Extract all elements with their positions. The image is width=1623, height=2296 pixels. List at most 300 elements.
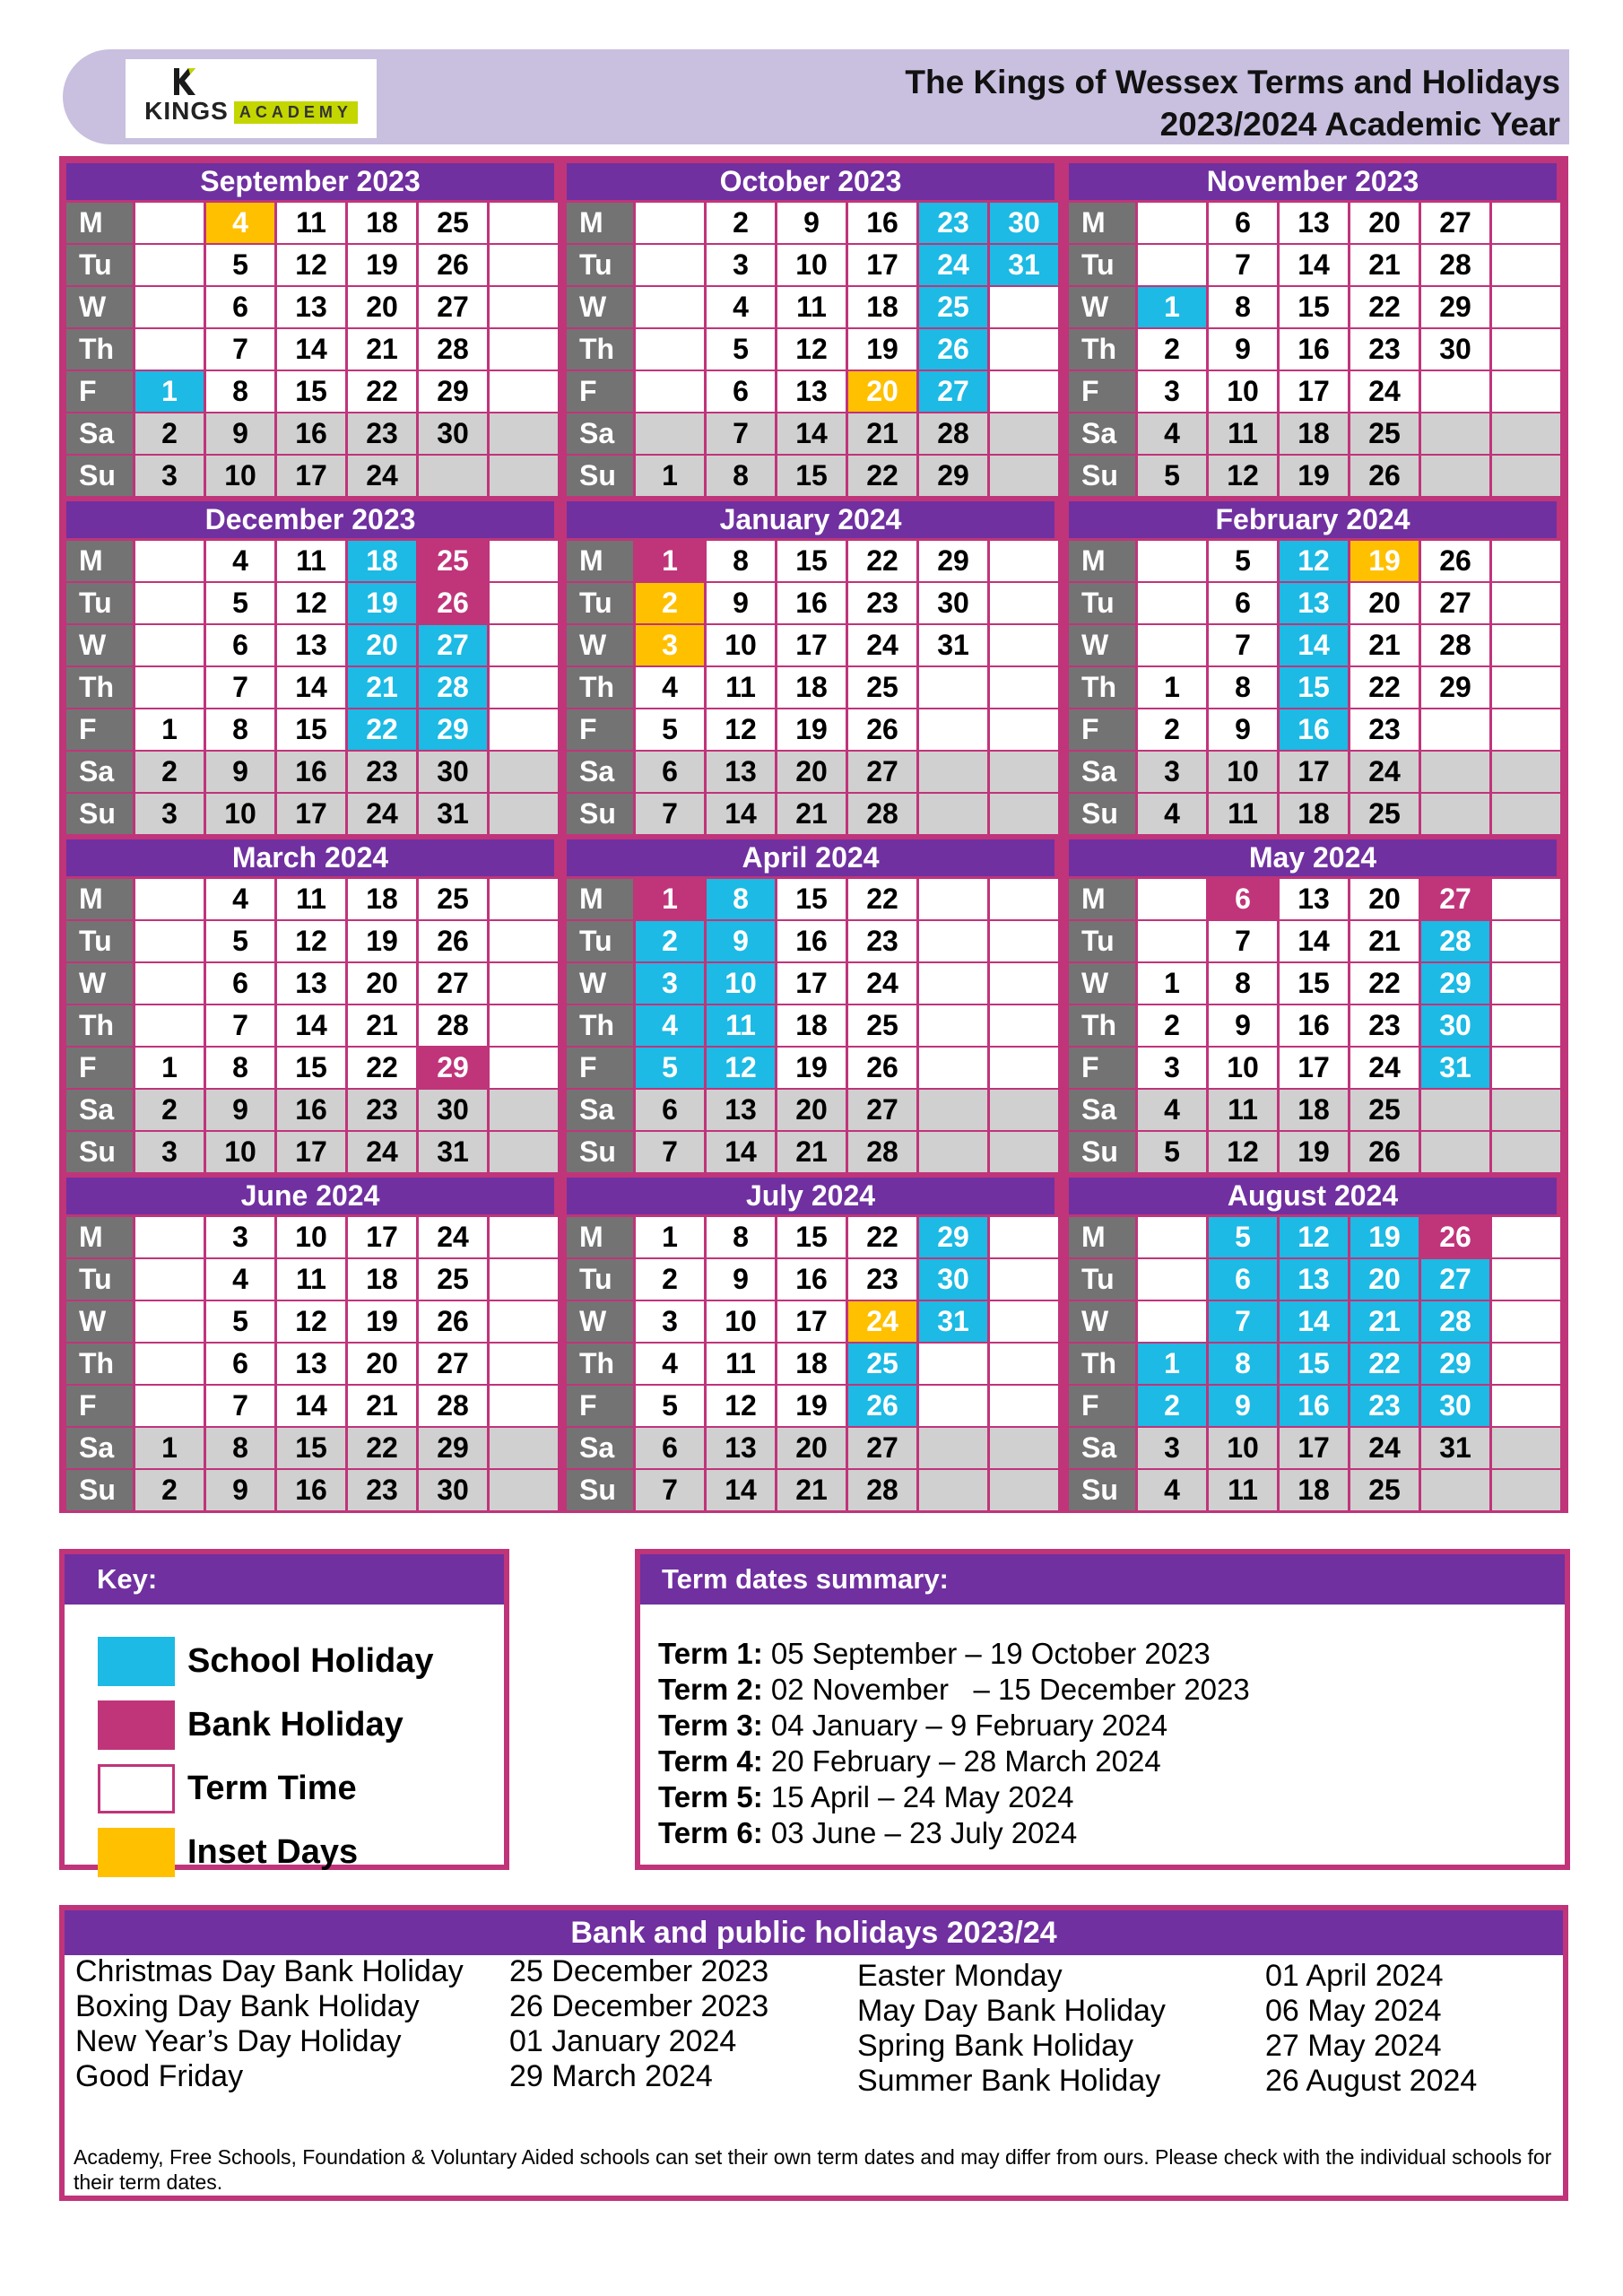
- date-cell: 19: [1350, 1217, 1419, 1257]
- weekday-label: M: [1069, 879, 1135, 919]
- date-cell: 26: [1421, 541, 1489, 581]
- month-title: June 2024: [66, 1178, 554, 1214]
- bank-holiday-date: 26 December 2023: [509, 1989, 769, 2023]
- date-cell: 6: [1209, 879, 1277, 919]
- weekday-label: F: [66, 371, 133, 412]
- date-cell: 20: [777, 1428, 846, 1468]
- date-cell: 22: [1350, 1344, 1419, 1384]
- month-block: [563, 836, 1058, 1174]
- date-cell: 19: [348, 245, 416, 285]
- date-cell: 25: [1350, 794, 1419, 834]
- date-cell: 19: [348, 1301, 416, 1342]
- date-cell: 21: [348, 667, 416, 708]
- empty-date-cell: [919, 1344, 987, 1384]
- empty-date-cell: [135, 1005, 204, 1046]
- date-cell: 2: [636, 1259, 704, 1300]
- bank-holiday-name: New Year’s Day Holiday: [75, 2024, 402, 2058]
- empty-date-cell: [919, 752, 987, 792]
- date-cell: 1: [135, 709, 204, 750]
- weekday-label: Tu: [1069, 583, 1135, 623]
- date-cell: 3: [1138, 1428, 1206, 1468]
- weekday-label: Th: [567, 1344, 633, 1384]
- date-cell: 24: [1350, 752, 1419, 792]
- weekday-label: Th: [66, 1344, 133, 1384]
- date-cell: 3: [135, 794, 204, 834]
- date-cell: 13: [277, 963, 345, 1004]
- weekday-label: M: [567, 203, 633, 243]
- date-cell: 9: [1209, 329, 1277, 370]
- date-cell: 20: [777, 752, 846, 792]
- date-cell: 6: [707, 371, 775, 412]
- month-day-grid: [1069, 1217, 1560, 1510]
- month-title: July 2024: [567, 1178, 1055, 1214]
- date-cell: 28: [848, 1470, 916, 1510]
- date-cell: 7: [636, 1132, 704, 1172]
- empty-date-cell: [135, 879, 204, 919]
- empty-date-cell: [919, 963, 987, 1004]
- date-cell: 22: [1350, 287, 1419, 327]
- weekday-label: Su: [66, 456, 133, 496]
- date-cell: 1: [135, 1048, 204, 1088]
- weekday-label: F: [567, 709, 633, 750]
- date-cell: 21: [1350, 1301, 1419, 1342]
- date-cell: 4: [636, 667, 704, 708]
- empty-date-cell: [919, 1090, 987, 1130]
- date-cell: 19: [777, 709, 846, 750]
- date-cell: 29: [419, 709, 487, 750]
- date-cell: 16: [777, 1259, 846, 1300]
- weekday-label: Su: [1069, 794, 1135, 834]
- date-cell: 13: [1280, 1259, 1348, 1300]
- weekday-label: Tu: [567, 583, 633, 623]
- date-cell: 7: [1209, 1301, 1277, 1342]
- empty-date-cell: [1492, 1090, 1560, 1130]
- date-cell: 25: [848, 1005, 916, 1046]
- empty-date-cell: [135, 921, 204, 961]
- weekday-label: Sa: [1069, 413, 1135, 454]
- weekday-label: Sa: [1069, 1428, 1135, 1468]
- date-cell: 14: [707, 1470, 775, 1510]
- bank-holiday-date: 26 August 2024: [1265, 2064, 1478, 2098]
- date-cell: 22: [1350, 667, 1419, 708]
- empty-date-cell: [490, 245, 558, 285]
- date-cell: 15: [777, 456, 846, 496]
- empty-date-cell: [135, 963, 204, 1004]
- empty-date-cell: [919, 709, 987, 750]
- weekday-label: M: [1069, 203, 1135, 243]
- date-cell: 2: [135, 1090, 204, 1130]
- date-cell: 2: [135, 1470, 204, 1510]
- empty-date-cell: [1138, 1217, 1206, 1257]
- empty-date-cell: [135, 1301, 204, 1342]
- date-cell: 11: [277, 1259, 345, 1300]
- date-cell: 20: [348, 1344, 416, 1384]
- date-cell: 30: [990, 203, 1058, 243]
- weekday-label: Tu: [66, 245, 133, 285]
- weekday-label: Sa: [1069, 752, 1135, 792]
- month-block: [1065, 498, 1560, 836]
- empty-date-cell: [919, 1048, 987, 1088]
- empty-date-cell: [1421, 1132, 1489, 1172]
- month-block: [63, 160, 558, 498]
- empty-date-cell: [490, 1344, 558, 1384]
- date-cell: 22: [848, 541, 916, 581]
- date-cell: 23: [348, 1090, 416, 1130]
- date-cell: 14: [1280, 921, 1348, 961]
- date-cell: 17: [1280, 752, 1348, 792]
- empty-date-cell: [490, 963, 558, 1004]
- date-cell: 28: [1421, 1301, 1489, 1342]
- date-cell: 14: [277, 329, 345, 370]
- weekday-label: Th: [567, 329, 633, 370]
- date-cell: 20: [348, 963, 416, 1004]
- empty-date-cell: [135, 583, 204, 623]
- weekday-label: Su: [1069, 456, 1135, 496]
- date-cell: 26: [1421, 1217, 1489, 1257]
- date-cell: 1: [636, 879, 704, 919]
- date-cell: 15: [277, 371, 345, 412]
- date-cell: 2: [1138, 329, 1206, 370]
- date-cell: 16: [777, 921, 846, 961]
- date-cell: 15: [277, 1428, 345, 1468]
- empty-date-cell: [1492, 963, 1560, 1004]
- empty-date-cell: [1492, 1301, 1560, 1342]
- date-cell: 18: [777, 667, 846, 708]
- date-cell: 8: [1209, 963, 1277, 1004]
- term-line: Term 3: 04 January – 9 February 2024: [658, 1709, 1168, 1742]
- date-cell: 27: [1421, 879, 1489, 919]
- empty-date-cell: [919, 879, 987, 919]
- date-cell: 21: [1350, 921, 1419, 961]
- date-cell: 1: [1138, 287, 1206, 327]
- date-cell: 6: [206, 625, 274, 665]
- date-cell: 13: [1280, 879, 1348, 919]
- empty-date-cell: [490, 1005, 558, 1046]
- date-cell: 23: [1350, 1386, 1419, 1426]
- date-cell: 8: [206, 1428, 274, 1468]
- date-cell: 15: [277, 1048, 345, 1088]
- date-cell: 26: [419, 1301, 487, 1342]
- empty-date-cell: [1492, 329, 1560, 370]
- date-cell: 29: [919, 1217, 987, 1257]
- weekday-label: Su: [567, 456, 633, 496]
- date-cell: 19: [1280, 1132, 1348, 1172]
- date-cell: 31: [919, 1301, 987, 1342]
- date-cell: 11: [707, 667, 775, 708]
- date-cell: 8: [707, 541, 775, 581]
- date-cell: 29: [919, 541, 987, 581]
- weekday-label: Th: [567, 1005, 633, 1046]
- empty-date-cell: [1492, 625, 1560, 665]
- empty-date-cell: [990, 1344, 1058, 1384]
- empty-date-cell: [1492, 709, 1560, 750]
- date-cell: 29: [1421, 667, 1489, 708]
- date-cell: 11: [1209, 794, 1277, 834]
- date-cell: 11: [277, 879, 345, 919]
- key-item-term-time: [98, 1764, 357, 1813]
- date-cell: 2: [1138, 1005, 1206, 1046]
- key-item-bank-holiday: [98, 1700, 404, 1750]
- weekday-label: F: [66, 709, 133, 750]
- date-cell: 2: [1138, 1386, 1206, 1426]
- date-cell: 24: [848, 963, 916, 1004]
- date-cell: 23: [1350, 329, 1419, 370]
- empty-date-cell: [1421, 371, 1489, 412]
- date-cell: 25: [419, 203, 487, 243]
- key-label: Inset Days: [187, 1833, 359, 1871]
- empty-date-cell: [1492, 456, 1560, 496]
- date-cell: 20: [348, 625, 416, 665]
- bank-holidays-title: Bank and public holidays 2023/24: [65, 1910, 1563, 1955]
- empty-date-cell: [135, 329, 204, 370]
- month-title: December 2023: [66, 501, 554, 538]
- weekday-label: Th: [1069, 1344, 1135, 1384]
- weekday-label: Sa: [66, 413, 133, 454]
- date-cell: 26: [848, 1048, 916, 1088]
- date-cell: 7: [206, 1386, 274, 1426]
- empty-date-cell: [1492, 752, 1560, 792]
- date-cell: 15: [1280, 667, 1348, 708]
- date-cell: 5: [636, 709, 704, 750]
- month-title: February 2024: [1069, 501, 1557, 538]
- date-cell: 23: [848, 583, 916, 623]
- date-cell: 15: [1280, 287, 1348, 327]
- date-cell: 31: [419, 1132, 487, 1172]
- weekday-label: W: [66, 287, 133, 327]
- weekday-label: M: [1069, 1217, 1135, 1257]
- weekday-label: Th: [66, 329, 133, 370]
- logo-text: KINGS: [144, 97, 229, 125]
- weekday-label: Tu: [1069, 245, 1135, 285]
- date-cell: 20: [1350, 203, 1419, 243]
- date-cell: 9: [707, 921, 775, 961]
- date-cell: 22: [348, 1048, 416, 1088]
- date-cell: 27: [419, 1344, 487, 1384]
- date-cell: 1: [135, 371, 204, 412]
- date-cell: 7: [1209, 245, 1277, 285]
- empty-date-cell: [1492, 245, 1560, 285]
- date-cell: 2: [1138, 709, 1206, 750]
- month-block: [563, 1174, 1058, 1512]
- date-cell: 15: [1280, 963, 1348, 1004]
- date-cell: 3: [636, 1301, 704, 1342]
- bank-holiday-name: Easter Monday: [857, 1959, 1063, 1993]
- date-cell: 4: [206, 203, 274, 243]
- empty-date-cell: [990, 1005, 1058, 1046]
- bank-holiday-swatch: [98, 1700, 175, 1750]
- empty-date-cell: [1492, 1132, 1560, 1172]
- empty-date-cell: [490, 371, 558, 412]
- date-cell: 18: [1280, 1090, 1348, 1130]
- date-cell: 21: [1350, 245, 1419, 285]
- date-cell: 17: [348, 1217, 416, 1257]
- date-cell: 17: [1280, 371, 1348, 412]
- weekday-label: F: [1069, 371, 1135, 412]
- empty-date-cell: [1138, 583, 1206, 623]
- bank-holiday-name: Christmas Day Bank Holiday: [75, 1954, 464, 1988]
- date-cell: 5: [206, 245, 274, 285]
- date-cell: 21: [777, 794, 846, 834]
- date-cell: 22: [348, 1428, 416, 1468]
- date-cell: 21: [777, 1132, 846, 1172]
- date-cell: 3: [707, 245, 775, 285]
- empty-date-cell: [490, 1217, 558, 1257]
- date-cell: 16: [1280, 709, 1348, 750]
- date-cell: 29: [1421, 287, 1489, 327]
- term-line: Term 2: 02 November – 15 December 2023: [658, 1673, 1250, 1706]
- weekday-label: Sa: [66, 1090, 133, 1130]
- date-cell: 21: [777, 1470, 846, 1510]
- date-cell: 7: [206, 329, 274, 370]
- month-day-grid: [1069, 879, 1560, 1172]
- date-cell: 14: [277, 1005, 345, 1046]
- date-cell: 13: [277, 1344, 345, 1384]
- date-cell: 29: [1421, 1344, 1489, 1384]
- empty-date-cell: [919, 1132, 987, 1172]
- date-cell: 11: [1209, 1470, 1277, 1510]
- date-cell: 19: [348, 583, 416, 623]
- date-cell: 6: [1209, 583, 1277, 623]
- date-cell: 11: [707, 1344, 775, 1384]
- date-cell: 17: [1280, 1428, 1348, 1468]
- date-cell: 10: [777, 245, 846, 285]
- empty-date-cell: [490, 921, 558, 961]
- empty-date-cell: [1138, 1259, 1206, 1300]
- date-cell: 3: [206, 1217, 274, 1257]
- date-cell: 16: [277, 1470, 345, 1510]
- empty-date-cell: [1492, 1005, 1560, 1046]
- date-cell: 28: [919, 413, 987, 454]
- calendar-grid: [59, 156, 1568, 1513]
- empty-date-cell: [990, 1217, 1058, 1257]
- date-cell: 17: [777, 1301, 846, 1342]
- date-cell: 28: [419, 1386, 487, 1426]
- date-cell: 15: [777, 541, 846, 581]
- date-cell: 4: [1138, 1470, 1206, 1510]
- empty-date-cell: [990, 1048, 1058, 1088]
- date-cell: 16: [277, 1090, 345, 1130]
- date-cell: 30: [919, 583, 987, 623]
- empty-date-cell: [990, 709, 1058, 750]
- date-cell: 6: [636, 1428, 704, 1468]
- date-cell: 3: [1138, 1048, 1206, 1088]
- weekday-label: Su: [66, 794, 133, 834]
- date-cell: 20: [848, 371, 916, 412]
- empty-date-cell: [1421, 456, 1489, 496]
- month-block: [63, 498, 558, 836]
- term-time-swatch: [98, 1764, 175, 1813]
- date-cell: 7: [1209, 625, 1277, 665]
- date-cell: 6: [636, 752, 704, 792]
- date-cell: 26: [848, 709, 916, 750]
- empty-date-cell: [636, 287, 704, 327]
- weekday-label: M: [66, 1217, 133, 1257]
- empty-date-cell: [490, 541, 558, 581]
- date-cell: 25: [1350, 413, 1419, 454]
- date-cell: 11: [277, 541, 345, 581]
- empty-date-cell: [1138, 921, 1206, 961]
- term-line: Term 6: 03 June – 23 July 2024: [658, 1816, 1078, 1849]
- date-cell: 4: [636, 1344, 704, 1384]
- date-cell: 5: [206, 921, 274, 961]
- weekday-label: Sa: [567, 752, 633, 792]
- date-cell: 18: [348, 879, 416, 919]
- date-cell: 9: [206, 1470, 274, 1510]
- bank-holiday-name: Summer Bank Holiday: [857, 2064, 1161, 2098]
- date-cell: 28: [419, 1005, 487, 1046]
- title-line-1: The Kings of Wessex Terms and Holidays: [905, 64, 1560, 100]
- month-title: October 2023: [567, 163, 1055, 200]
- date-cell: 2: [636, 583, 704, 623]
- date-cell: 18: [1280, 413, 1348, 454]
- empty-date-cell: [1492, 1048, 1560, 1088]
- date-cell: 10: [707, 1301, 775, 1342]
- date-cell: 4: [707, 287, 775, 327]
- empty-date-cell: [1421, 752, 1489, 792]
- date-cell: 17: [777, 963, 846, 1004]
- date-cell: 25: [1350, 1090, 1419, 1130]
- date-cell: 26: [419, 921, 487, 961]
- date-cell: 1: [1138, 963, 1206, 1004]
- date-cell: 18: [348, 1259, 416, 1300]
- date-cell: 15: [277, 709, 345, 750]
- empty-date-cell: [135, 1217, 204, 1257]
- empty-date-cell: [990, 1470, 1058, 1510]
- date-cell: 27: [1421, 203, 1489, 243]
- empty-date-cell: [990, 371, 1058, 412]
- date-cell: 13: [277, 287, 345, 327]
- term-dates-summary: [635, 1549, 1570, 1870]
- weekday-label: Th: [1069, 1005, 1135, 1046]
- date-cell: 1: [1138, 667, 1206, 708]
- date-cell: 9: [1209, 709, 1277, 750]
- date-cell: 28: [1421, 921, 1489, 961]
- date-cell: 10: [206, 794, 274, 834]
- date-cell: 5: [636, 1386, 704, 1426]
- empty-date-cell: [990, 1259, 1058, 1300]
- date-cell: 22: [1350, 963, 1419, 1004]
- empty-date-cell: [1492, 1470, 1560, 1510]
- date-cell: 25: [848, 1344, 916, 1384]
- weekday-label: Th: [66, 667, 133, 708]
- month-block: [1065, 836, 1560, 1174]
- date-cell: 27: [848, 1090, 916, 1130]
- weekday-label: F: [66, 1386, 133, 1426]
- date-cell: 21: [348, 1005, 416, 1046]
- date-cell: 18: [348, 203, 416, 243]
- bank-holiday-name: May Day Bank Holiday: [857, 1994, 1166, 2028]
- date-cell: 12: [707, 709, 775, 750]
- empty-date-cell: [990, 1132, 1058, 1172]
- date-cell: 19: [1280, 456, 1348, 496]
- month-day-grid: [66, 879, 558, 1172]
- month-title: January 2024: [567, 501, 1055, 538]
- empty-date-cell: [636, 245, 704, 285]
- date-cell: 8: [206, 1048, 274, 1088]
- date-cell: 31: [1421, 1428, 1489, 1468]
- date-cell: 16: [277, 752, 345, 792]
- date-cell: 13: [707, 1428, 775, 1468]
- date-cell: 23: [1350, 709, 1419, 750]
- date-cell: 22: [348, 371, 416, 412]
- date-cell: 1: [636, 1217, 704, 1257]
- empty-date-cell: [1138, 203, 1206, 243]
- date-cell: 31: [1421, 1048, 1489, 1088]
- weekday-label: M: [66, 879, 133, 919]
- date-cell: 5: [1138, 1132, 1206, 1172]
- empty-date-cell: [1138, 879, 1206, 919]
- date-cell: 17: [277, 1132, 345, 1172]
